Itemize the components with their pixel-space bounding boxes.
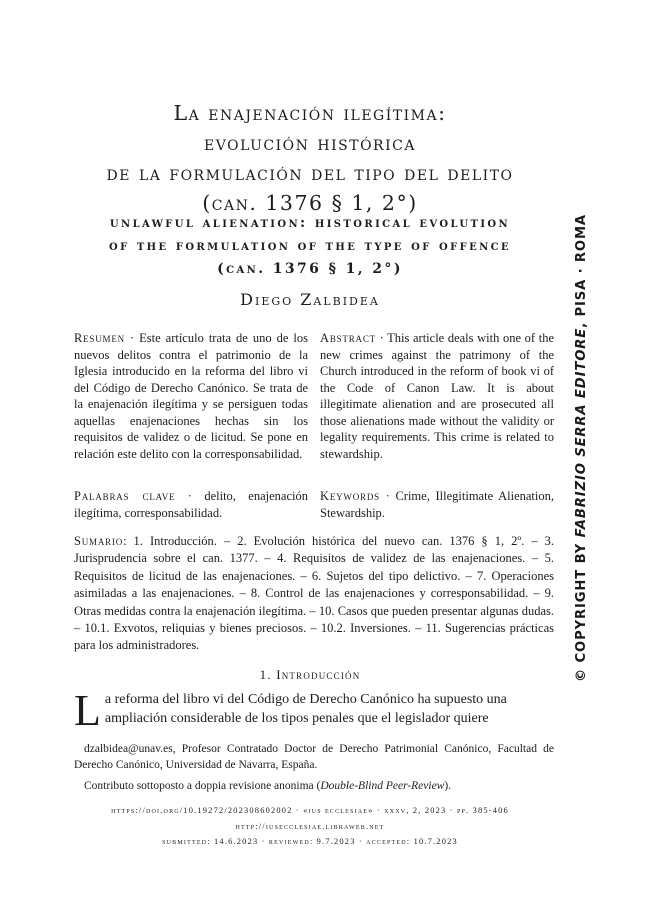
keywords-text: · Crime, Illegitimate Alienation, Stewardship. — [320, 489, 554, 520]
subtitle-line-3: (can. 1376 § 1, 2°) — [217, 261, 403, 277]
review-note-prefix: Contributo sottoposto a doppia revisione anonima ( — [84, 780, 321, 792]
publication-meta — [60, 803, 560, 850]
title-line-2: evolución histórica — [204, 131, 416, 155]
section-number: 1. — [259, 667, 272, 682]
intro-paragraph — [74, 686, 554, 735]
review-note-suffix: ). — [444, 780, 452, 792]
subtitle-line-1: unlawful alienation: historical evolution — [109, 215, 511, 231]
section-title: Introducción — [276, 667, 361, 682]
palabras-clave-label: Palabras clave — [74, 489, 176, 503]
resumen-text: · Este artículo trata de uno de los nuevos delitos contra el patrimonio de la Iglesia introducido en la reforma del libro vi del Código de Derecho Canónico. Se trata de la enajenación ilegítima y se persiguen todas aquellas enajenaciones hechas sin los requisitos de validez o de licitud. Se pone en relación este delito con la corresponsabilidad. — [74, 331, 308, 461]
review-note — [74, 778, 554, 794]
title-line-3: de la formulación del tipo del delito — [106, 161, 514, 185]
section-heading — [60, 667, 560, 683]
dates-line: submitted: 14.6.2023 · reviewed: 9.7.2023 · accepted: 10.7.2023 — [162, 837, 458, 846]
author-name: Diego Zalbidea — [240, 290, 380, 309]
palabras-clave-block — [74, 488, 308, 521]
english-title — [60, 212, 560, 281]
copyright-regular: © COPYRIGHT BY — [573, 532, 589, 682]
intro-line-2: ampliación considerable de los tipos penales que el legislador quiere — [104, 711, 489, 726]
sumario-label: Sumario — [74, 534, 124, 548]
sumario-block — [74, 533, 554, 655]
copyright-notice — [564, 212, 594, 682]
resumen-block — [74, 330, 308, 462]
keywords-label: Keywords — [320, 489, 380, 503]
copyright-tail: , PISA · ROMA — [573, 212, 589, 328]
copyright-italic: FABRIZIO SERRA EDITORE — [573, 320, 589, 538]
abstract-block — [320, 330, 554, 462]
footnote-block — [74, 741, 554, 794]
palabras-clave-text: · delito, enajenación ilegítima, corresponsabilidad. — [74, 489, 308, 520]
intro-line-1: a reforma del libro vi del Código de Derecho Canónico ha supuesto una — [104, 692, 507, 707]
author-note: dzalbidea@unav.es, Profesor Contratado Doctor de Derecho Patrimonial Canónico, Facultad de Derecho Canónico, Universidad de Navarra, España. — [74, 743, 554, 771]
subtitle-line-2: of the formulation of the type of offence — [108, 238, 512, 254]
doi-line: https://doi.org/10.19272/202308602002 · «ius ecclesiae» · xxxv, 2, 2023 · pp. 385-406 — [111, 806, 509, 815]
resumen-label: Resumen — [74, 331, 125, 345]
abstract-text: · This article deals with one of the new crimes against the patrimony of the Church introduced in the reform of book vi of the Code of Canon Law. It is about illegitimate alienation and are prosecuted all those alienations made without the validity or legality requirements. This crime is related to stewardship. — [320, 331, 554, 461]
article-title — [60, 98, 560, 218]
web-line: http://iusecclesiae.libraweb.net — [235, 821, 385, 831]
drop-cap: L — [74, 686, 101, 735]
title-line-4: (can. 1376 § 1, 2°) — [202, 191, 418, 215]
keywords-block — [320, 488, 554, 521]
review-note-italic: Double-Blind Peer-Review — [320, 780, 445, 792]
svg-text:© COPYRIGHT BY FABRIZIO SERRA — [573, 214, 589, 682]
title-line-1: La enajenación ilegítima: — [173, 101, 447, 125]
sumario-text: : 1. Introducción. – 2. Evolución histórica del nuevo can. 1376 § 1, 2º. – 3. Jurisprudencia sobre el can. 1377. – 4. Requisitos de validez de las enajenaciones. – 5. Requisitos de licitud de las enajenaciones. – 6. Sujetos del tipo delictivo. – 7. Operaciones asimiladas a las enajenaciones. – 8. Control de las enajenaciones y corresponsabilidad. – 9. Otras medidas contra la enajenación ilegítima. – 10. Casos que pueden presentar algunas dudas. – 10.1. Exvotos, reliquias y bienes preciosos. – 10.2. Inversiones. – 11. Sugerencias prácticas para los administradores. — [74, 534, 554, 653]
abstract-label: Abstract — [320, 331, 376, 345]
